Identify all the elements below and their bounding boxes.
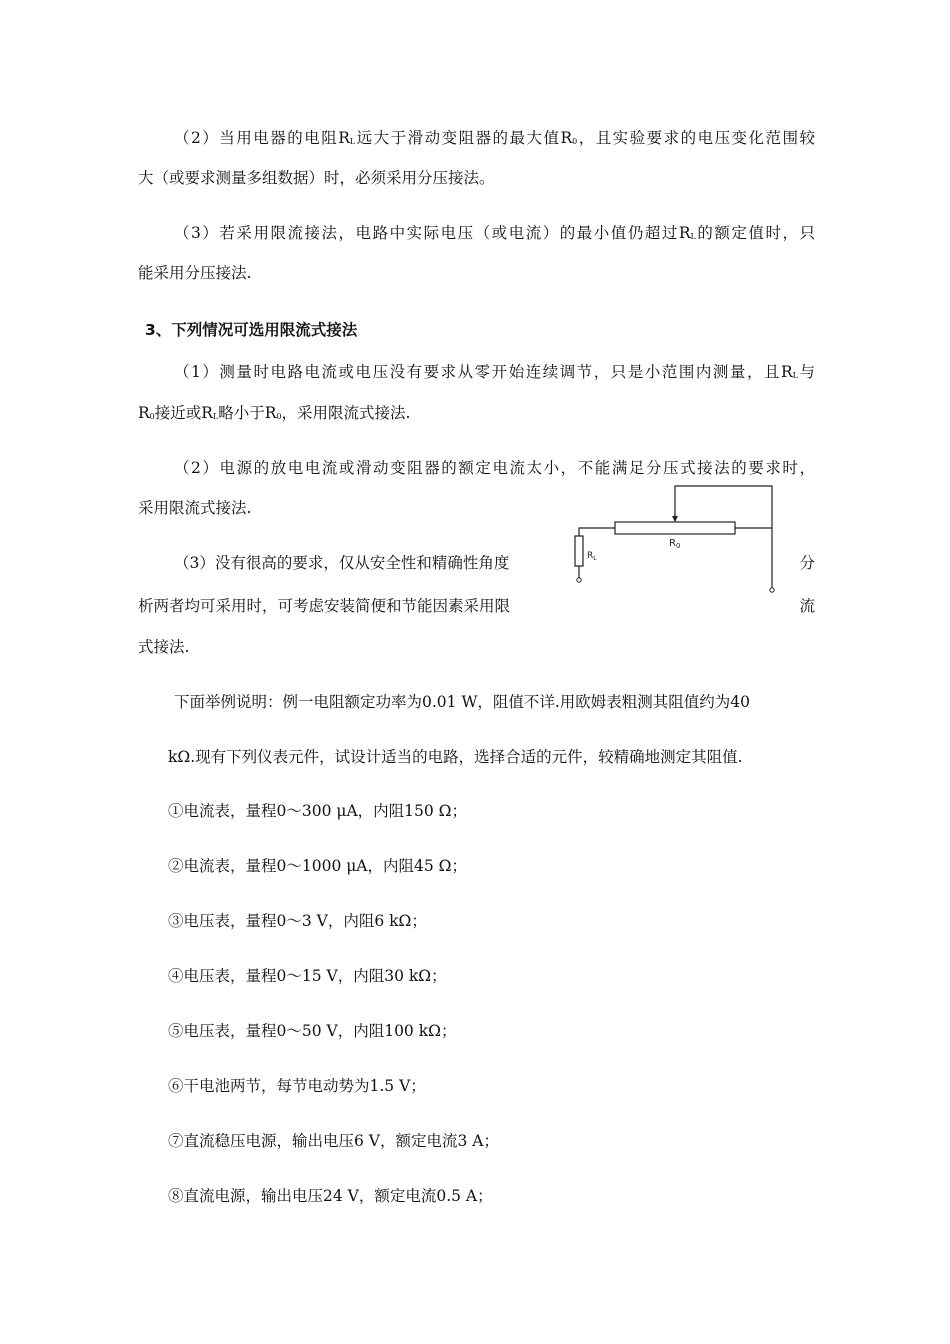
list-item: ⑥干电池两节，每节电动势为1.5 V； <box>168 1077 426 1095</box>
paragraph-line: 大（或要求测量多组数据）时，必须采用分压接法。 <box>138 169 495 187</box>
terminal-right <box>770 588 774 592</box>
circuit-diagram <box>565 478 790 603</box>
list-item: ⑤电压表，量程0～50 V，内阻100 kΩ； <box>168 1022 457 1040</box>
paragraph-line: 采用限流式接法. <box>138 499 252 517</box>
text-run: （3）若采用限流接法，电路中实际电压（或电流）的最小值仍超过R <box>174 224 691 242</box>
paragraph-line: （2）电源的放电电流或滑动变阻器的额定电流太小，不能满足分压式接法的要求时， <box>174 459 815 477</box>
label-r0: $R_0$ <box>669 538 681 550</box>
rheostat-body <box>615 522 735 534</box>
paragraph-line: 式接法. <box>138 638 190 656</box>
load-resistor-body <box>575 536 583 566</box>
subscript: L <box>212 412 219 421</box>
text-run: ，采用限流式接法. <box>281 404 411 422</box>
text-run: 略小于R <box>218 404 277 422</box>
slider-arrow-head <box>672 516 678 522</box>
section-heading: 3、下列情况可选用限流式接法 <box>145 321 358 339</box>
subscript: 0 <box>572 137 578 146</box>
paragraph-line: 下面举例说明：例一电阻额定功率为0.01 W，阻值不详.用欧姆表粗测其阻值约为40 <box>174 693 751 711</box>
text-run: 接近或R <box>154 404 213 422</box>
list-item: ⑦直流稳压电源，输出电压6 V，额定电流3 A； <box>168 1132 499 1150</box>
list-item: ④电压表，量程0～15 V，内阻30 kΩ； <box>168 967 447 985</box>
text-run: 远大于滑动变阻器的最大值R <box>355 129 573 147</box>
text-run: 析两者均可采用时，可考虑安装简便和节能因素采用限 <box>138 597 511 615</box>
subscript: 0 <box>149 412 155 421</box>
paragraph-line <box>174 128 815 152</box>
text-run: （3）没有很高的要求，仅从安全性和精确性角度 <box>174 554 510 572</box>
subscript: 0 <box>276 412 282 421</box>
text-run: 流 <box>799 597 815 615</box>
label-rl: $R_L$ <box>587 551 597 562</box>
paragraph-line <box>138 403 410 427</box>
subscript: L <box>349 137 356 146</box>
list-item: ②电流表，量程0～1000 μA，内阻45 Ω； <box>168 857 468 875</box>
paragraph-line: kΩ.现有下列仪表元件，试设计适当的电路，选择合适的元件，较精确地测定其阻值. <box>168 748 743 766</box>
left-wire <box>579 528 615 536</box>
subscript: L <box>792 371 798 380</box>
terminal-left <box>577 578 581 582</box>
paragraph-line <box>174 362 815 386</box>
list-item: ⑧直流电源，输出电压24 V，额定电流0.5 A； <box>168 1187 493 1205</box>
text-run: R <box>138 404 150 422</box>
text-run: ，且实验要求的电压变化范围较 <box>577 129 815 147</box>
text-run: （1）测量时电路电流或电压没有要求从零开始连续调节，只是小范围内测量，且R <box>174 363 793 381</box>
list-item: ③电压表，量程0～3 V，内阻6 kΩ； <box>168 912 427 930</box>
paragraph-line <box>174 223 815 247</box>
text-run: 的额定值时，只 <box>695 224 815 242</box>
text-run: 与 <box>797 363 815 381</box>
text-run: （2）当用电器的电阻R <box>174 129 350 147</box>
text-run: 分 <box>799 554 815 572</box>
list-item: ①电流表，量程0～300 μA，内阻150 Ω； <box>168 802 468 820</box>
subscript: L <box>690 232 696 241</box>
paragraph-line: 能采用分压接法. <box>138 264 252 282</box>
